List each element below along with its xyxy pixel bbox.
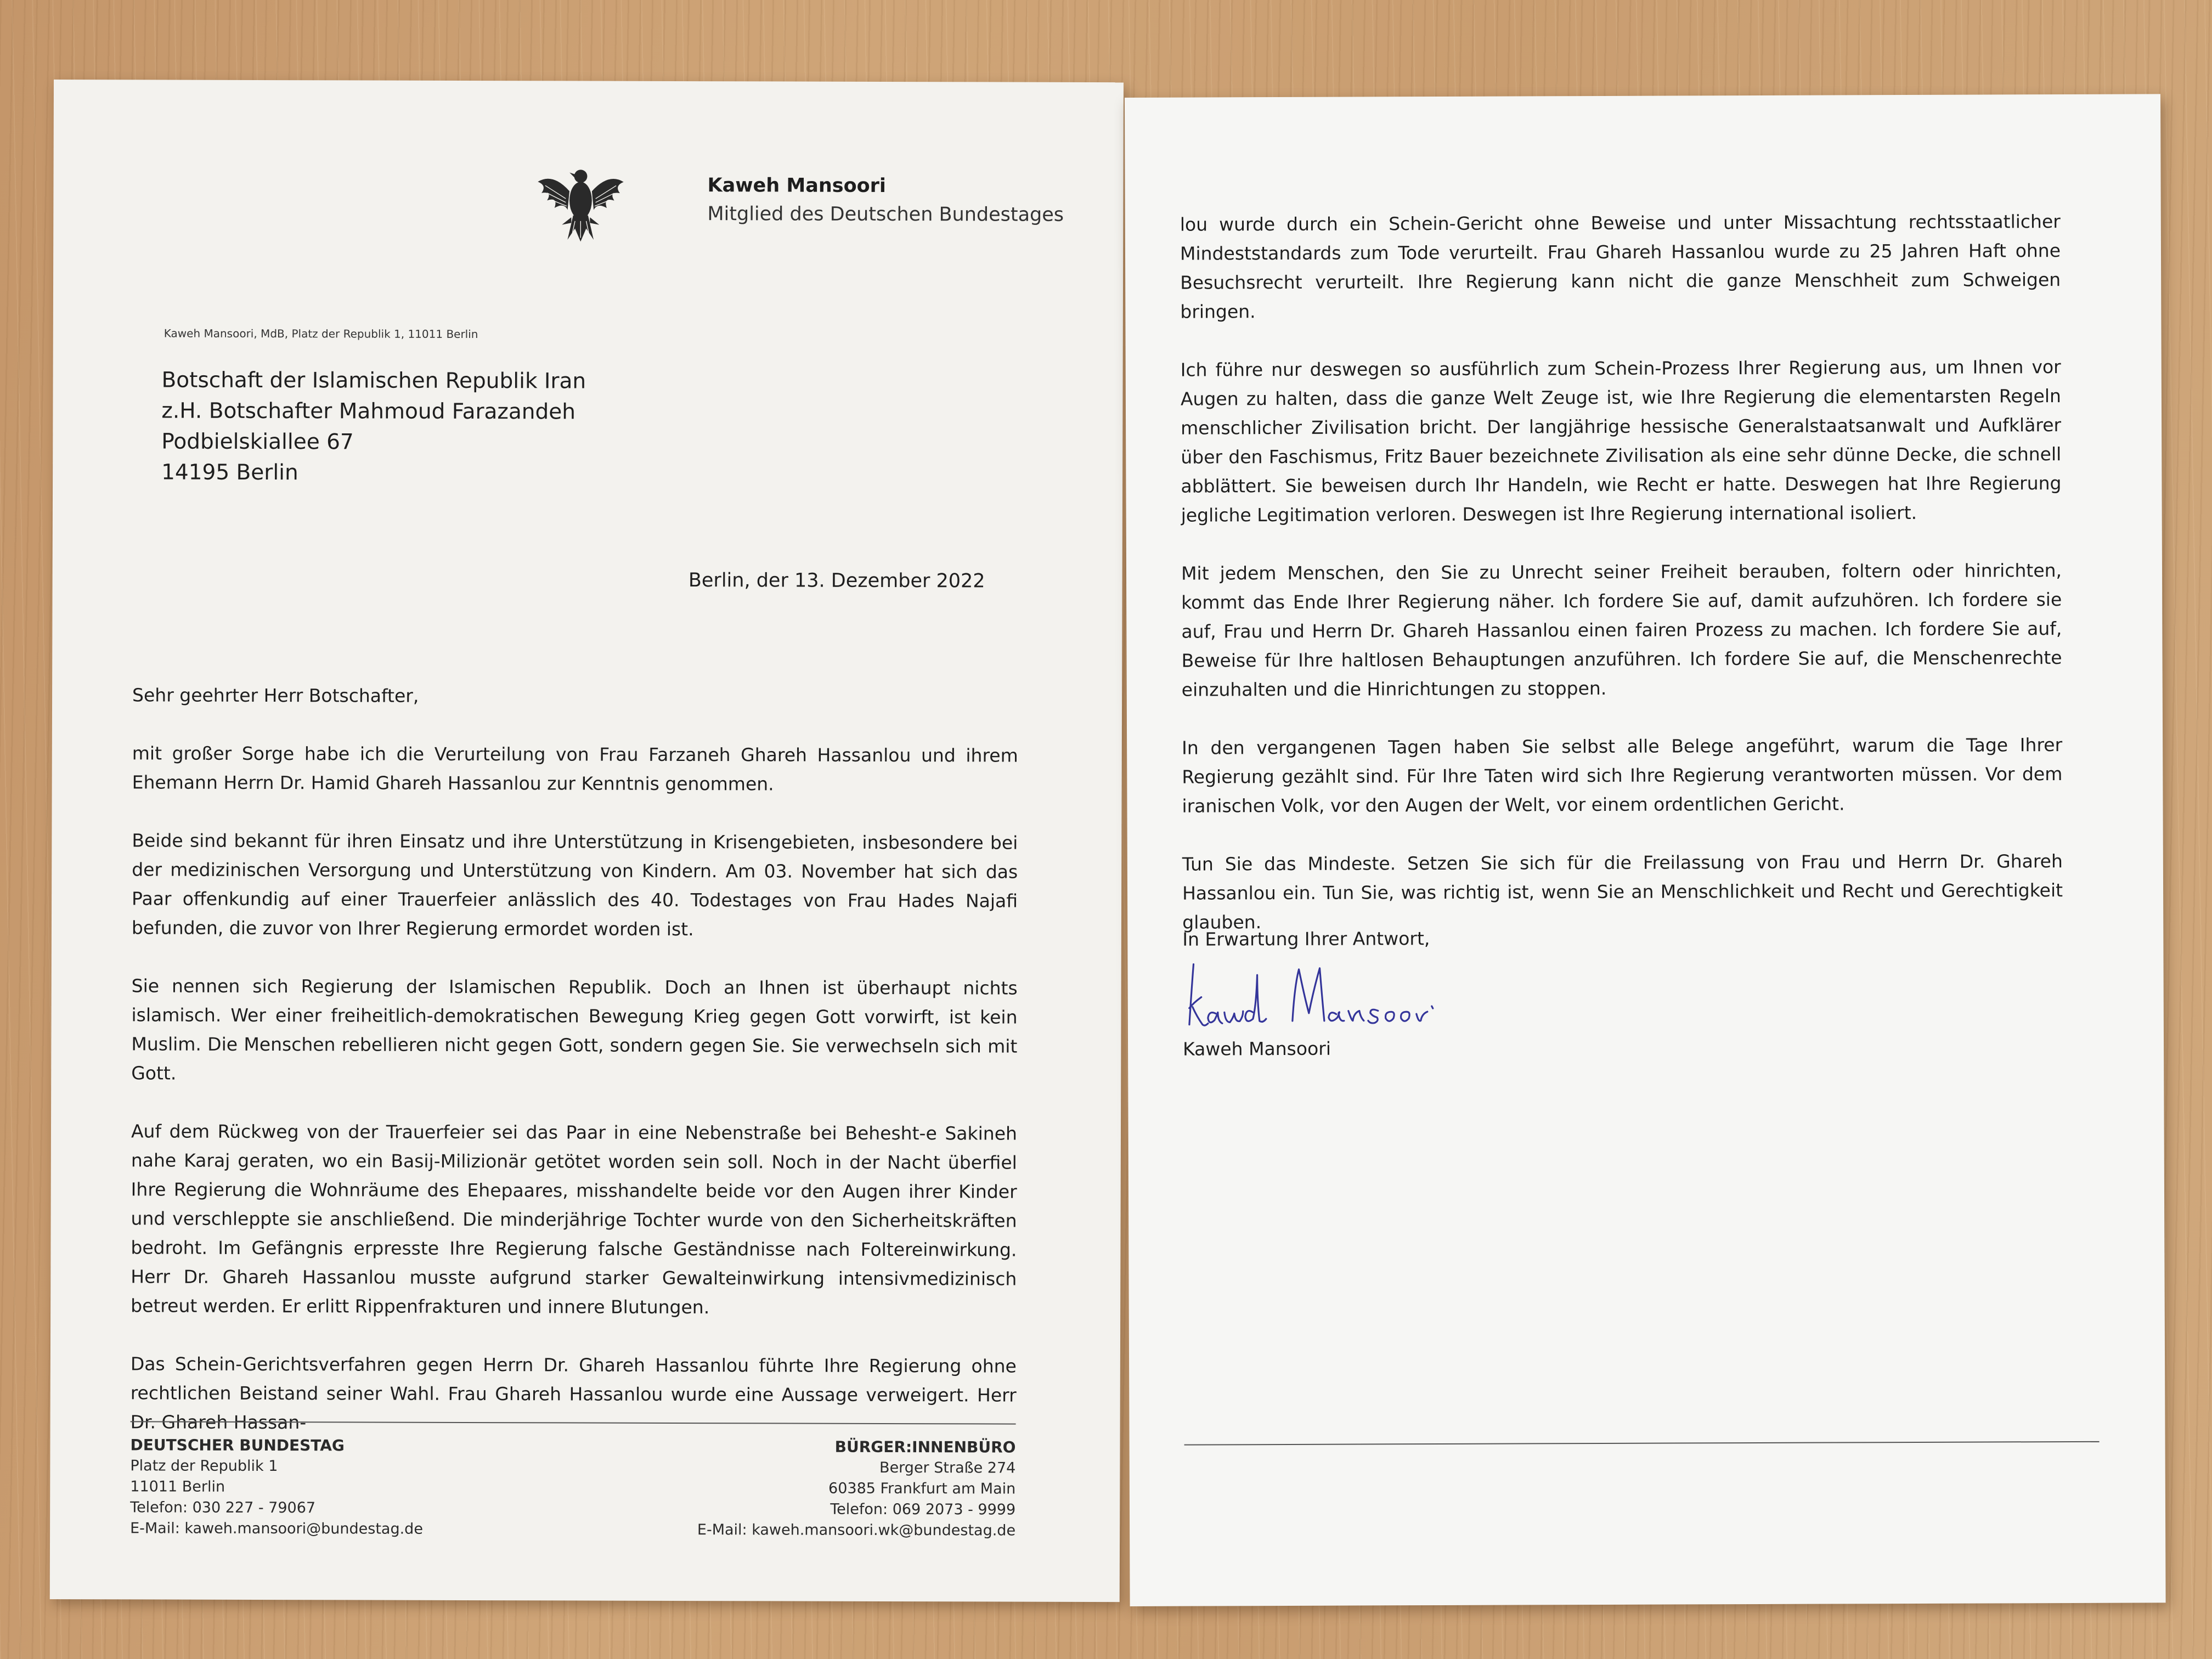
footer-line: Platz der Republik 1 [130, 1457, 278, 1475]
handwritten-signature [1177, 952, 1435, 1036]
footer-email: E-Mail: kaweh.mansoori@bundestag.de [130, 1520, 424, 1538]
footer-line: Telefon: 030 227 - 79067 [130, 1499, 316, 1517]
footer-email: E-Mail: kaweh.mansoori.wk@bundestag.de [697, 1521, 1016, 1539]
footer-bundestag-address [130, 1435, 423, 1539]
footer-line: Berger Straße 274 [879, 1459, 1016, 1477]
footer-line: 60385 Frankfurt am Main [828, 1480, 1016, 1498]
letter-date: Berlin, der 13. Dezember 2022 [688, 569, 985, 592]
sender-line: Kaweh Mansoori, MdB, Platz der Republik 1, 11011 Berlin [163, 326, 478, 341]
footer-divider [1184, 1441, 2100, 1446]
letterhead-title: Mitglied des Deutschen Bundestages [707, 203, 1064, 226]
paragraph: In den vergangenen Tagen haben Sie selbst alle Belege angeführt, warum die Tage Ihrer Regierung gezählt sind. Für Ihre Taten wird sich Ihre Regierung verantworten müssen. Vor dem iranischen Volk, vor den Augen der Welt, vor einem ordentlichen Gericht. [1182, 734, 2063, 817]
paragraph: Das Schein-Gerichtsverfahren gegen Herrn Dr. Ghareh Hassanlou führte Ihre Regierung ohne rechtlichen Beistand seiner Wahl. Frau Ghareh Hassanlou wurde eine Aussage verweigert. Herr Dr. Ghareh Hassan- [130, 1353, 1017, 1434]
paragraph: Beide sind bekannt für ihren Einsatz und ihre Unterstützung in Krisengebieten, insbesondere bei der medizinischen Versorgung und Unterstützung von Kindern. Am 03. November hat sich das Paar offenkundig auf einer Trauerfeier anlässlich des 40. Todestages von Frau Hades Najafi befunden, die zuvor von Ihrer Regierung ermordet worden ist. [131, 830, 1018, 940]
recipient-address [161, 365, 586, 489]
paragraph: lou wurde durch ein Schein-Gericht ohne Beweise und unter Missachtung rechtsstaatlicher Mindeststandards zum Tode verurteilt. Frau Ghareh Hassanlou wurde zu 25 Jahren Haft ohne Besuchsrecht verurteilt. Ihre Regierung kann nicht die ganze Menschheit zum Schweigen bringen. [1180, 211, 2061, 323]
paragraph: Ich führe nur deswegen so ausführlich zum Schein-Prozess Ihrer Regierung aus, um Ihnen vor Augen zu halten, dass die ganze Welt Zeuge ist, wie Ihre Regierung die elementarsten Regeln menschlicher Zivilisation bricht. Der langjährige hessische Generalstaatsanwalt und Aufklärer über den Faschismus, Fritz Bauer bezeichnete Zivilisation als eine sehr dünne Decke, die schnell abblättert. Sie beweisen durch Ihr Handeln, wie Recht er hatte. Deswegen hat Ihre Regierung jegliche Legitimation verloren. Deswegen ist Ihre Regierung international isoliert. [1180, 356, 2062, 526]
letter-page-1 [50, 80, 1124, 1602]
salutation: Sehr geehrter Herr Botschafter, [132, 684, 419, 707]
recipient-line: Podbielskiallee 67 [161, 429, 354, 455]
bundesadler-icon [534, 154, 627, 247]
recipient-line: z.H. Botschafter Mahmoud Farazandeh [161, 398, 576, 425]
footer-heading: BÜRGER:INNENBÜRO [834, 1437, 1016, 1457]
closing-line: In Erwartung Ihrer Antwort, [1182, 928, 1430, 950]
letter-body-page-1 [131, 680, 1019, 1438]
paragraph: Mit jedem Menschen, den Sie zu Unrecht seiner Freiheit berauben, foltern oder hinrichten, kommt das Ende Ihrer Regierung näher. Ich fordere Sie auf, damit aufzuhören. Ich fordere sie auf, Frau und Herrn Dr. Ghareh Hassanlou einen fairen Prozess zu machen. Ich fordere Sie auf, Beweise für Ihre haltlosen Behauptungen anzuführen. Ich fordere Sie auf, die Menschenrechte einzuhalten und die Hinrichtungen zu stoppen. [1181, 560, 2062, 701]
paragraph: Tun Sie das Mindeste. Setzen Sie sich für die Freilassung von Frau und Herrn Dr. Ghareh Hassanlou ein. Tun Sie, was richtig ist, wenn Sie an Menschlichkeit und Recht und Gerechtigkeit glauben. [1182, 850, 2063, 933]
footer-office-address [697, 1436, 1016, 1542]
footer-heading: DEUTSCHER BUNDESTAG [130, 1436, 345, 1455]
recipient-line: 14195 Berlin [161, 460, 298, 486]
letter-page-2 [1125, 94, 2166, 1606]
paragraph: mit großer Sorge habe ich die Verurteilung von Frau Farzaneh Ghareh Hassanlou und ihrem Ehemann Herrn Dr. Hamid Ghareh Hassanlou zur Kenntnis genommen. [132, 742, 1018, 795]
letter-body-page-2 [1180, 207, 2063, 966]
signed-name: Kaweh Mansoori [1182, 1037, 1331, 1060]
paragraph: Sie nennen sich Regierung der Islamischen Republik. Doch an Ihnen ist überhaupt nichts islamisch. Wer einer freiheitlich-demokratischen Bewegung Krieg gegen Gott vorwirft, ist kein Muslim. Die Menschen rebellieren nicht gegen Gott, sondern gegen Sie. Sie verwechseln sich mit Gott. [131, 975, 1018, 1084]
footer-line: Telefon: 069 2073 - 9999 [830, 1500, 1016, 1519]
letterhead-name: Kaweh Mansoori [707, 174, 887, 197]
recipient-line: Botschaft der Islamischen Republik Iran [161, 368, 586, 394]
paragraph: Auf dem Rückweg von der Trauerfeier sei das Paar in eine Nebenstraße bei Behesht-e Sakineh nahe Karaj geraten, wo ein Basij-Milizionär getötet worden sein soll. Noch in der Nacht überfiel Ihre Regierung die Wohnräume des Ehepaares, misshandelte beide vor den Augen ihrer Kinder und verschleppte sie anschließend. Die minderjährige Tochter wurde von den Sicherheitskräften bedroht. Im Gefängnis erpresste Ihre Regierung falsche Geständnisse nach Foltereinwirkung. Herr Dr. Ghareh Hassanlou musste aufgrund starker Gewalteinwirkung intensivmedizinisch betreut werden. Er erlitt Rippenfrakturen und innere Blutungen. [131, 1120, 1018, 1318]
footer-line: 11011 Berlin [130, 1478, 225, 1496]
